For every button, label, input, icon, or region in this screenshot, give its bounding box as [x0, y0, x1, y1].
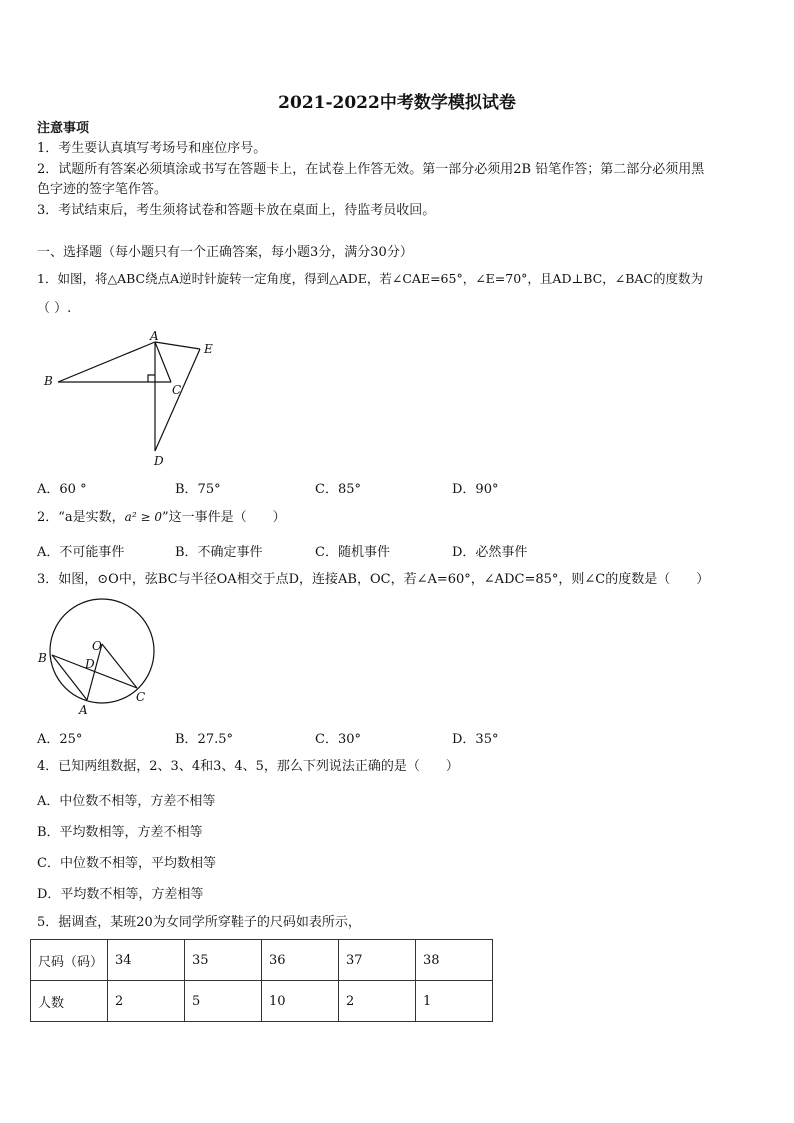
- q4-option-b: B．平均数相等，方差不相等: [37, 825, 203, 840]
- q3-figure: [34, 596, 164, 720]
- table-cell: 2: [108, 981, 185, 1022]
- q2-option-b: B．不确定事件: [175, 545, 263, 560]
- label-b: B: [44, 374, 53, 388]
- notice-item-1: 1．考生要认真填写考场号和座位序号。: [37, 141, 267, 156]
- table-cell: 人数: [31, 981, 108, 1022]
- q1-option-b: B．75°: [175, 482, 221, 497]
- q2-stem: [37, 508, 286, 527]
- label-a: A: [150, 330, 159, 343]
- q4-option-d: D．平均数不相等，方差相等: [37, 887, 204, 902]
- label-d: D: [85, 657, 95, 671]
- table-cell: 5: [185, 981, 262, 1022]
- q2-option-c: C．随机事件: [315, 545, 390, 560]
- table-cell: 34: [108, 940, 185, 981]
- q1-stem-cont: （ ）.: [37, 301, 72, 316]
- label-a: A: [79, 703, 88, 717]
- q3-option-b: B．27.5°: [175, 732, 233, 747]
- table-cell: 36: [262, 940, 339, 981]
- table-row: [31, 940, 493, 981]
- q2-formula: a² ≥ 0: [124, 510, 162, 524]
- notice-heading: 注意事项: [37, 121, 90, 136]
- table-cell: 1: [416, 981, 493, 1022]
- q1-stem: 1．如图，将△ABC绕点A逆时针旋转一定角度，得到△ADE，若∠CAE=65°，∠E=70°，且AD⊥BC，∠BAC的度数为: [37, 271, 703, 286]
- q3-option-c: C．30°: [315, 732, 361, 747]
- circle-o: [50, 599, 154, 703]
- q4-stem: 4．已知两组数据，2、3、4和3、4、5，那么下列说法正确的是（ ）: [37, 759, 459, 774]
- label-e: E: [204, 342, 213, 356]
- page-title: 2021-2022中考数学模拟试卷: [278, 93, 516, 113]
- table-cell: 37: [339, 940, 416, 981]
- notice-item-2-cont: 色字迹的签字笔作答。: [37, 182, 168, 197]
- q3-option-d: D．35°: [452, 732, 499, 747]
- notice-item-2: 2．试题所有答案必须填涂或书写在答题卡上，在试卷上作答无效。第一部分必须用2B 铅笔作答；第二部分必须用黑: [37, 162, 705, 177]
- shoe-size-table: [30, 939, 493, 1022]
- q1-figure: [36, 330, 226, 470]
- right-angle-mark: [148, 375, 155, 382]
- table-cell: 2: [339, 981, 416, 1022]
- notice-item-3: 3．考试结束后，考生须将试卷和答题卡放在桌面上，待监考员收回。: [37, 203, 436, 218]
- q3-option-a: A．25°: [37, 732, 83, 747]
- label-c: C: [172, 383, 182, 397]
- q5-stem: 5．据调查，某班20为女同学所穿鞋子的尺码如表所示，: [37, 915, 361, 930]
- q3-stem: 3．如图，⊙O中，弦BC与半径OA相交于点D，连接AB，OC，若∠A=60°，∠ADC=85°，则∠C的度数是（ ）: [37, 572, 710, 587]
- q1-option-c: C．85°: [315, 482, 361, 497]
- q4-option-a: A．中位数不相等，方差不相等: [37, 794, 216, 809]
- q2-option-a: A．不可能事件: [37, 545, 125, 560]
- q2-suffix: ”这一事件是（ ）: [161, 510, 286, 525]
- q4-option-c: C．中位数不相等，平均数相等: [37, 856, 216, 871]
- segment-ac: [155, 342, 171, 382]
- table-row: [31, 981, 493, 1022]
- table-cell: 35: [185, 940, 262, 981]
- table-cell: 38: [416, 940, 493, 981]
- label-o: O: [92, 639, 102, 653]
- label-c: C: [136, 690, 146, 704]
- section-heading: 一、选择题（每小题只有一个正确答案，每小题3分，满分30分）: [37, 245, 413, 260]
- q2-prefix: 2．“a是实数，: [37, 510, 125, 525]
- segment-ed: [155, 349, 200, 451]
- q1-option-d: D．90°: [452, 482, 499, 497]
- segment-ae: [155, 342, 200, 349]
- q1-option-a: A．60 °: [37, 482, 87, 497]
- segment-ba: [58, 342, 155, 382]
- table-cell: 尺码（码）: [31, 940, 108, 981]
- table-cell: 10: [262, 981, 339, 1022]
- label-d: D: [154, 454, 164, 468]
- q2-option-d: D．必然事件: [452, 545, 528, 560]
- label-b: B: [38, 651, 47, 665]
